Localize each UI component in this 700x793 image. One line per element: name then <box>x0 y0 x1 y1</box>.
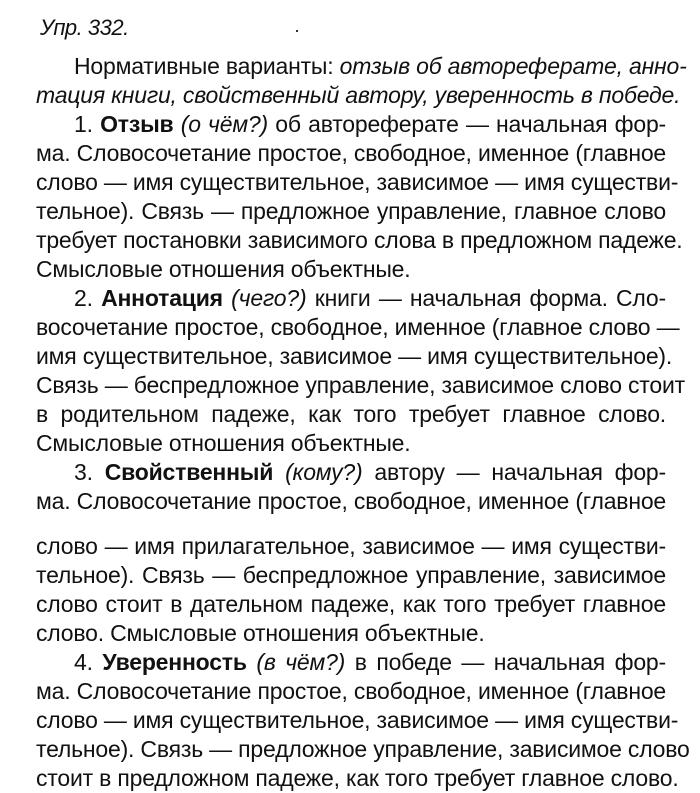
item-4-line-4: тельное). Связь — предложное управление, зависимое слово <box>36 736 690 762</box>
head-word: Отзыв <box>100 111 174 137</box>
item-3-line-1: 3. Свойственный (кому?) автору — начальная фор- <box>74 459 666 485</box>
question: (чего?) <box>231 285 307 311</box>
question: (о чём?) <box>180 111 268 137</box>
exercise-title: Упр. 332. <box>40 15 129 40</box>
item-2-line-4: Связь — беспредложное управление, зависимое слово стоит <box>36 372 685 398</box>
item-4-line-2: ма. Словосочетание простое, свободное, именное (главное <box>36 678 666 704</box>
head-word: Свойственный <box>104 459 274 485</box>
intro-line-1 <box>74 52 687 81</box>
item-3-line-2: ма. Словосочетание простое, свободное, именное (главное <box>36 488 666 514</box>
item-3-line-5: слово стоит в дательном падеже, как того требует главное <box>36 591 666 617</box>
item-4-line-5: стоит в предложном падеже, как того требует главное слово. <box>36 765 679 791</box>
item-1-line-3: слово — имя существительное, зависимое — имя существи- <box>36 169 679 195</box>
item-number: 3. <box>74 459 93 485</box>
item-number: 4. <box>74 649 93 675</box>
intro-variants-part-1: отзыв об автореферате, анно- <box>339 53 687 79</box>
item-1-line-6: Смысловые отношения объектные. <box>36 256 411 282</box>
question: (в чём?) <box>256 649 346 675</box>
item-2-line-5: в родительном падеже, как того требует главное слово. <box>36 401 666 427</box>
question: (кому?) <box>285 459 363 485</box>
item-1-line-4: тельное). Связь — предложное управление, главное слово <box>36 198 666 224</box>
intro-variants-part-2: тация книги, свойственный автору, уверенность в победе. <box>36 82 681 108</box>
item-number: 1. <box>74 111 93 137</box>
item-1-line-1: 1. Отзыв (о чём?) об автореферате — начальная фор- <box>74 111 667 137</box>
item-4-line-1: 4. Уверенность (в чём?) в победе — начальная фор- <box>74 649 666 675</box>
head-word: Аннотация <box>101 285 223 311</box>
item-3-line-4: тельное). Связь — беспредложное управление, зависимое <box>36 562 666 588</box>
item-3-line-3: слово — имя прилагательное, зависимое — имя существи- <box>36 533 666 559</box>
intro-label: Нормативные варианты: <box>74 53 334 79</box>
head-word: Уверенность <box>102 649 247 675</box>
item-2-line-1: 2. Аннотация (чего?) книги — начальная форма. Сло- <box>74 285 666 311</box>
item-4-line-3: слово — имя существительное, зависимое — имя существи- <box>36 707 679 733</box>
intro-line-2 <box>36 81 681 110</box>
item-2-line-3: имя существительное, зависимое — имя существительное). <box>36 343 673 369</box>
item-1-line-5: требует постановки зависимого слова в предложном падеже. <box>36 227 683 253</box>
item-number: 2. <box>74 285 93 311</box>
item-3-line-6: слово. Смысловые отношения объектные. <box>36 620 485 646</box>
item-2-line-6: Смысловые отношения объектные. <box>36 430 411 456</box>
scan-speck <box>296 30 298 32</box>
item-2-line-2: восочетание простое, свободное, именное (главное слово — <box>36 314 680 340</box>
item-1-line-2: ма. Словосочетание простое, свободное, именное (главное <box>36 140 666 166</box>
